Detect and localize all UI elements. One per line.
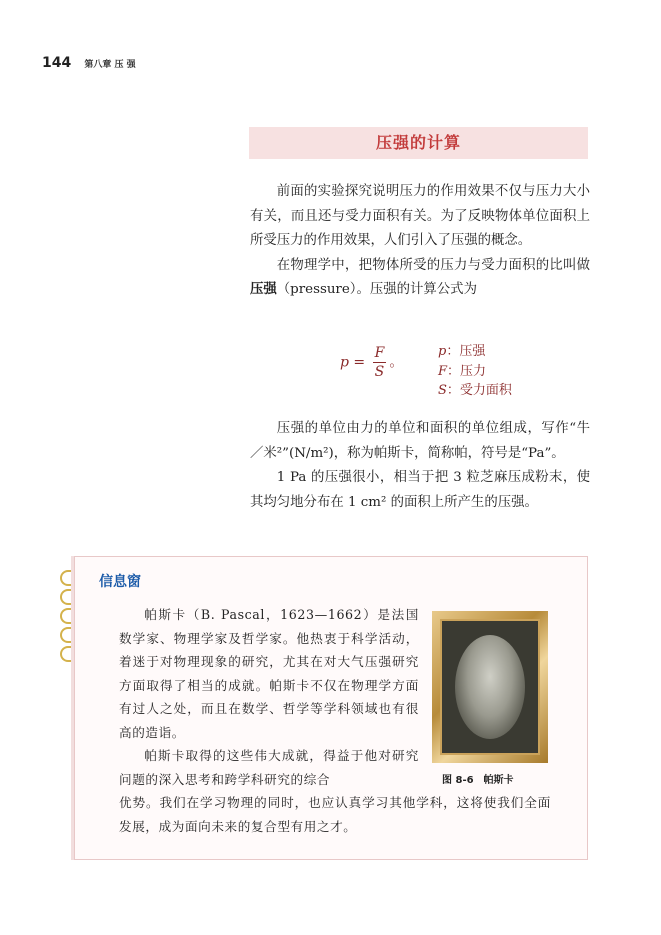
paragraph-2-text: 在物理学中，把物体所受的压力与受力面积的比叫做	[276, 257, 590, 273]
portrait-canvas	[440, 619, 540, 755]
legend-symbol: S	[438, 383, 447, 398]
formula-lhs: p	[340, 354, 349, 371]
unit-text	[250, 417, 590, 515]
paragraph-4: 1 Pa 的压强很小，相当于把 3 粒芝麻压成粉末，使其均匀地分布在 1 cm² 的面积上所产生的压强。	[250, 470, 590, 510]
formula-numerator: F	[374, 345, 385, 361]
paragraph-2-tail: （pressure）。压强的计算公式为	[276, 282, 477, 297]
legend-meaning: ：压力	[447, 363, 487, 379]
portrait-figure	[455, 635, 525, 739]
info-window-title: 信息窗	[99, 574, 141, 590]
legend-item	[438, 342, 512, 362]
page-number: 144	[42, 55, 72, 71]
legend-symbol: F	[438, 363, 448, 379]
legend-symbol: p	[438, 344, 447, 359]
formula-fraction	[373, 344, 387, 381]
info-paragraph-2-continued: 优势。我们在学习物理的同时，也应认真学习其他学科，这将使我们全面发展，成为面向未来的复合型有用之才。	[119, 795, 551, 834]
chapter-title: 第八章 压 强	[84, 60, 136, 70]
formula-equals: =	[353, 354, 366, 371]
pascal-portrait	[432, 611, 548, 763]
intro-text	[250, 180, 590, 303]
term-pressure: 压强	[250, 282, 277, 297]
legend-item	[438, 362, 512, 382]
page-header	[42, 52, 136, 71]
legend-item	[438, 381, 512, 401]
info-window	[74, 556, 588, 860]
formula-end: 。	[389, 354, 404, 371]
info-paragraph-1: 帕斯卡（B. Pascal，1623—1662）是法国数学家、物理学家及哲学家。他热衷于科学活动，着迷于对物理现象的研究，尤其在对大气压强研究方面取得了相当的成就。帕斯卡不仅在物理学方面有过人之处，而且在数学、哲学等学科领域也有很高的造诣。	[119, 607, 419, 740]
pressure-formula	[340, 344, 403, 381]
figure-caption: 图 8-6 帕斯卡	[442, 775, 514, 786]
legend-meaning: ：压强	[446, 344, 486, 359]
section-title: 压强的计算	[249, 127, 588, 159]
legend-meaning: ：受力面积	[446, 383, 512, 398]
paragraph-2	[250, 254, 590, 303]
paragraph-3: 压强的单位由力的单位和面积的单位组成，写作“牛／米²”(N/m²)，称为帕斯卡，简称帕，符号是“Pa”。	[250, 421, 590, 461]
paragraph-1: 前面的实验探究说明压力的作用效果不仅与压力大小有关，而且还与受力面积有关。为了反映物体单位面积上所受压力的作用效果，人们引入了压强的概念。	[250, 184, 590, 248]
info-paragraph-2: 帕斯卡取得的这些伟大成就，得益于他对研究问题的深入思考和跨学科研究的综合	[119, 748, 419, 787]
formula-denominator: S	[374, 364, 385, 380]
formula-legend	[438, 342, 512, 401]
